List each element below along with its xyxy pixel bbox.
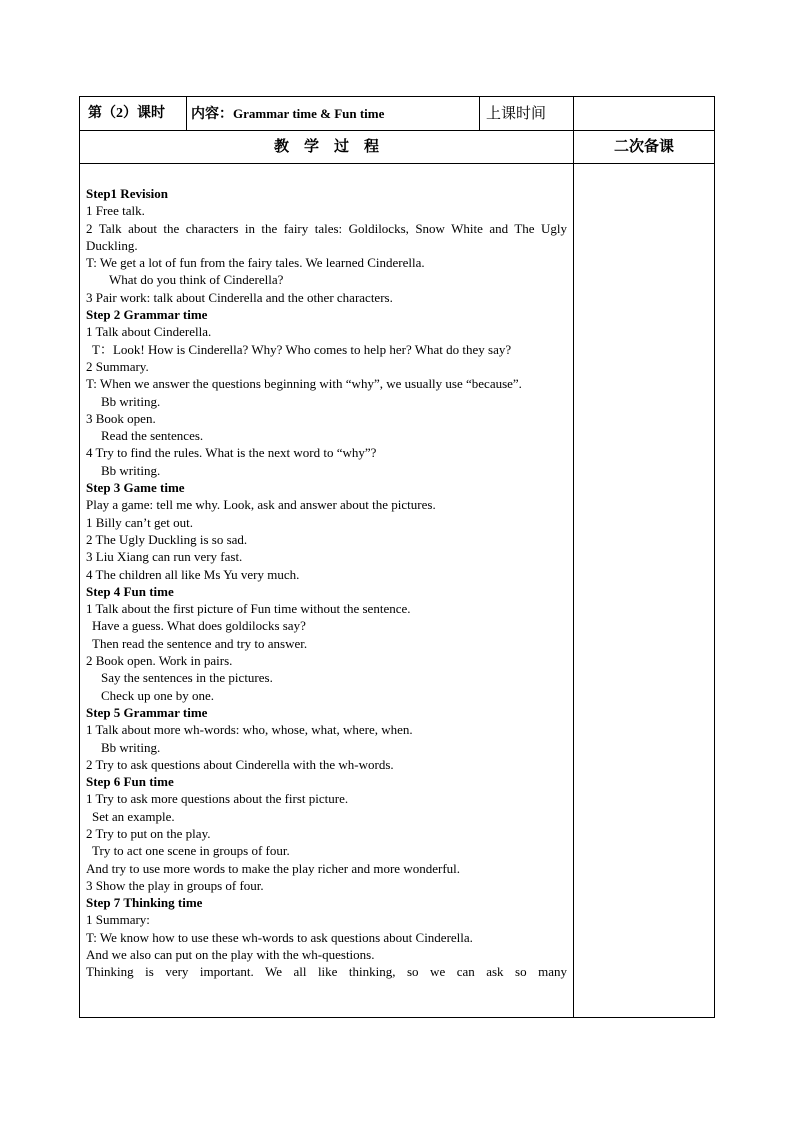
col-divider-main	[573, 97, 574, 1017]
step-heading: Step 7 Thinking time	[86, 895, 203, 911]
row-divider-1	[80, 130, 714, 131]
step-heading: Step1 Revision	[86, 186, 168, 201]
class-time-label: 上课时间	[486, 106, 547, 122]
lesson-line: 3 Book open.	[86, 410, 156, 426]
lesson-line: Play a game: tell me why. Look, ask and answer about the pictures.	[86, 497, 436, 513]
lesson-line: 1 Billy can’t get out.	[86, 514, 193, 530]
lesson-line: T: When we answer the questions beginning with “why”, we usually use “because”.	[86, 376, 522, 392]
lesson-line: Read the sentences.	[101, 428, 204, 444]
lesson-line: Bb writing.	[101, 462, 161, 478]
lesson-line: Say the sentences in the pictures.	[101, 670, 273, 686]
lesson-line: 1 Try to ask more questions about the first picture.	[86, 791, 349, 807]
step-heading: Step 6 Fun time	[86, 774, 174, 790]
col-divider-header-2	[479, 97, 480, 130]
lesson-line: 2 Try to ask questions about Cinderella with the wh-words.	[86, 756, 394, 772]
lesson-line: What do you think of Cinderella?	[109, 272, 284, 288]
lesson-line: Thinking is very important. We all like thinking, so we can ask so many	[86, 964, 567, 980]
col-divider-header-1	[186, 97, 187, 130]
lesson-line: 3 Pair work: talk about Cinderella and the other characters.	[86, 289, 393, 305]
lesson-line: And we also can put on the play with the wh-questions.	[86, 947, 375, 963]
lesson-line: Set an example.	[92, 808, 175, 824]
lesson-line: 3 Liu Xiang can run very fast.	[86, 549, 243, 565]
step-heading: Step 2 Grammar time	[86, 307, 208, 323]
row-divider-2	[80, 163, 714, 164]
lesson-line: Then read the sentence and try to answer.	[92, 635, 308, 651]
lesson-line: Have a guess. What does goldilocks say?	[92, 618, 306, 634]
step-heading: Step 3 Game time	[86, 480, 185, 496]
lesson-line: 4 The children all like Ms Yu very much.	[86, 566, 300, 582]
lesson-line: 2 Summary.	[86, 358, 149, 374]
lesson-line: 1 Talk about more wh-words: who, whose, what, where, when.	[86, 722, 413, 738]
lesson-line: 1 Talk about Cinderella.	[86, 324, 212, 340]
lesson-number: 第（2）课时	[88, 106, 165, 121]
content-cell	[191, 105, 384, 124]
lesson-line: Try to act one scene in groups of four.	[92, 843, 290, 859]
second-preparation-heading: 二次备课	[613, 139, 674, 155]
lesson-line: 4 Try to find the rules. What is the next word to “why”?	[86, 445, 377, 461]
lesson-line: 2 Book open. Work in pairs.	[86, 653, 233, 669]
lesson-line: T: We know how to use these wh-words to ask questions about Cinderella.	[86, 929, 473, 945]
lesson-line: T：Look! How is Cinderella? Why? Who comes to help her? What do they say?	[92, 341, 512, 357]
step-heading: Step 4 Fun time	[86, 583, 174, 599]
lesson-line: 2 The Ugly Duckling is so sad.	[86, 531, 248, 547]
step-heading: Step 5 Grammar time	[86, 704, 208, 720]
lesson-line: 1 Summary:	[86, 912, 150, 928]
lesson-steps	[86, 185, 567, 981]
lesson-line: 3 Show the play in groups of four.	[86, 877, 264, 893]
lesson-line: And try to use more words to make the play richer and more wonderful.	[86, 860, 461, 876]
lesson-line: T: We get a lot of fun from the fairy tales. We learned Cinderella.	[86, 255, 425, 271]
lesson-line: Bb writing.	[101, 393, 161, 409]
lesson-plan-table	[79, 96, 715, 1018]
teaching-process-heading: 教 学 过 程	[273, 139, 379, 155]
lesson-line: 1 Free talk.	[86, 203, 145, 219]
lesson-line: Check up one by one.	[101, 687, 215, 703]
lesson-line: Bb writing.	[101, 739, 161, 755]
content-title: Grammar time & Fun time	[233, 106, 385, 121]
lesson-line: 2 Talk about the characters in the fairy tales: Goldilocks, Snow White and The Ugly Duckling.	[86, 220, 567, 253]
content-label: 内容：	[191, 107, 233, 122]
lesson-line: 2 Try to put on the play.	[86, 825, 211, 841]
lesson-line: 1 Talk about the first picture of Fun time without the sentence.	[86, 601, 411, 617]
